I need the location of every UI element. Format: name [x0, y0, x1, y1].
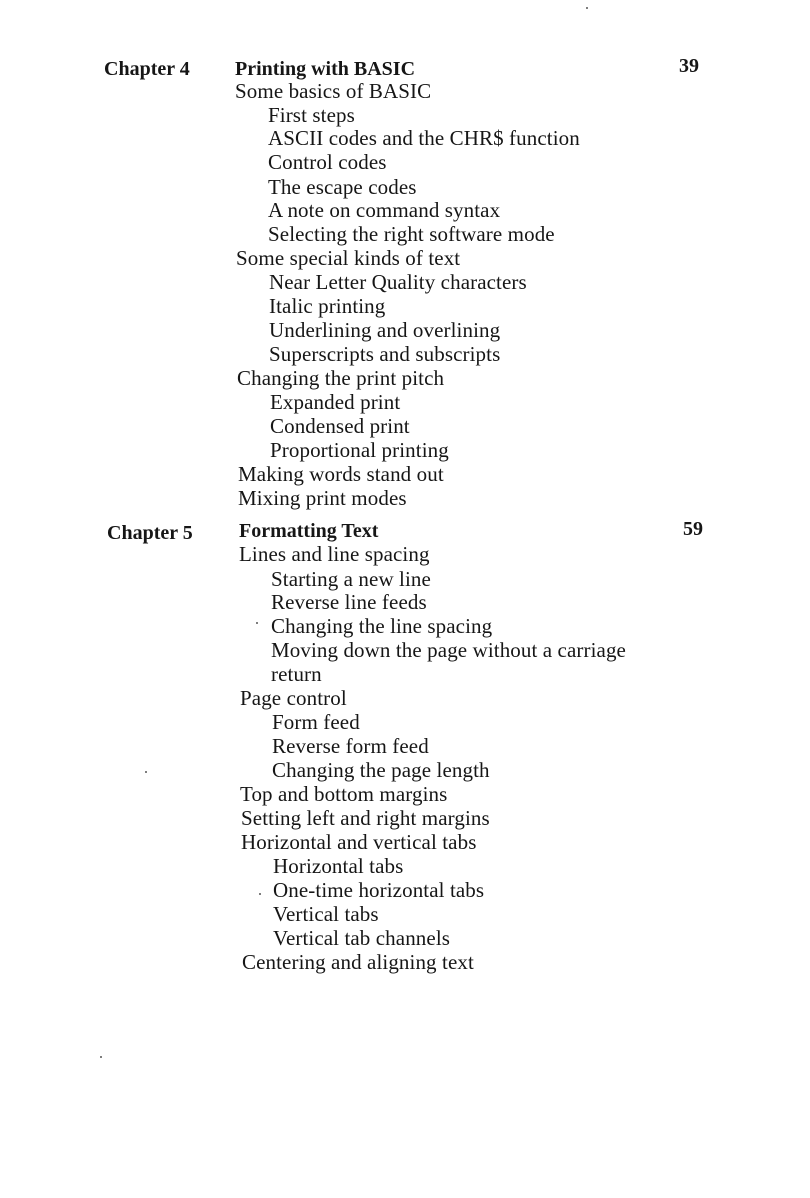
toc-subentry: Selecting the right software mode: [268, 222, 555, 246]
toc-entry: Making words stand out: [238, 462, 444, 486]
toc-subentry: A note on command syntax: [268, 198, 501, 222]
toc-subentry: Control codes: [268, 150, 387, 174]
chapter-title: Formatting Text: [239, 520, 379, 542]
scan-speck: [256, 622, 258, 624]
toc-subentry: Form feed: [272, 710, 360, 734]
toc-subentry: One-time horizontal tabs: [273, 878, 485, 902]
scan-speck: [100, 1056, 102, 1058]
toc-subentry: Horizontal tabs: [273, 854, 404, 878]
toc-subentry: Reverse line feeds: [271, 590, 427, 614]
toc-subentry: Changing the page length: [272, 758, 490, 782]
toc-subentry: Reverse form feed: [272, 734, 429, 758]
toc-subentry: First steps: [268, 103, 355, 127]
chapter-page-number: 39: [679, 55, 699, 77]
toc-subentry: Near Letter Quality characters: [269, 270, 527, 294]
toc-subentry: ASCII codes and the CHR$ function: [268, 126, 580, 150]
toc-subentry: The escape codes: [268, 175, 417, 199]
toc-entry: Page control: [240, 686, 347, 710]
scan-speck: [586, 7, 588, 9]
toc-subentry: Moving down the page without a carriage: [271, 638, 626, 662]
toc-entry: Some basics of BASIC: [235, 79, 432, 103]
toc-entry: Mixing print modes: [238, 486, 407, 510]
toc-entry: Top and bottom margins: [240, 782, 448, 806]
toc-subentry: Expanded print: [270, 390, 401, 414]
toc-entry: Centering and aligning text: [242, 950, 474, 974]
chapter-label: Chapter 5: [107, 522, 193, 544]
toc-subentry: Proportional printing: [270, 438, 449, 462]
toc-entry: Some special kinds of text: [236, 246, 461, 270]
chapter-label: Chapter 4: [104, 58, 190, 80]
scan-speck: [145, 771, 147, 773]
toc-entry: Setting left and right margins: [241, 806, 490, 830]
chapter-title: Printing with BASIC: [235, 58, 416, 80]
toc-subentry: Changing the line spacing: [271, 614, 493, 638]
toc-entry: Changing the print pitch: [237, 366, 445, 390]
scan-speck: [259, 893, 261, 895]
toc-subentry: Superscripts and subscripts: [269, 342, 501, 366]
toc-subentry: Condensed print: [270, 414, 410, 438]
chapter-page-number: 59: [683, 518, 703, 540]
toc-subentry: Italic printing: [269, 294, 386, 318]
toc-entry: Horizontal and vertical tabs: [241, 830, 477, 854]
toc-subentry: Starting a new line: [271, 567, 431, 591]
toc-subentry: return: [271, 662, 322, 686]
toc-subentry: Vertical tab channels: [273, 926, 451, 950]
toc-entry: Lines and line spacing: [239, 542, 430, 566]
toc-subentry: Vertical tabs: [273, 902, 379, 926]
toc-subentry: Underlining and overlining: [269, 318, 501, 342]
